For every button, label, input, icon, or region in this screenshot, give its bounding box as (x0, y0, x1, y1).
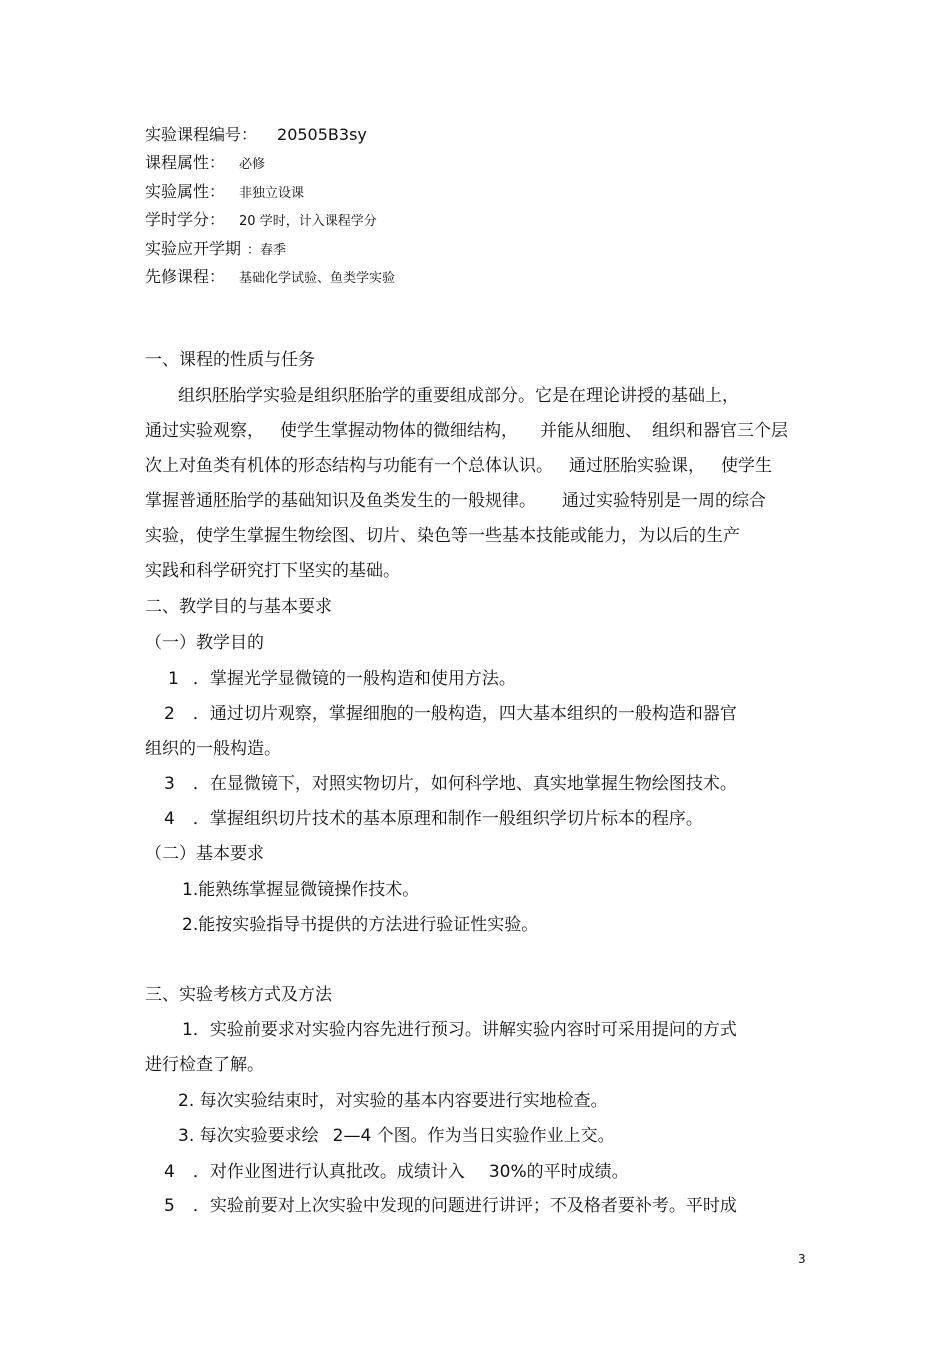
section1-paragraph-line: 实践和科学研究打下坚实的基础。 (145, 561, 400, 581)
text-segment: 3. 每次实验要求绘 (178, 1126, 319, 1146)
objective-item (168, 668, 516, 690)
item-number: 5 (164, 1196, 175, 1216)
section3-heading: 三、实验考核方式及方法 (145, 985, 332, 1005)
objective-item-continuation: 组织的一般构造。 (145, 739, 281, 759)
assessment-item: 2. 每次实验结束时，对实验的基本内容要进行实地检查。 (178, 1091, 608, 1111)
assessment-item-continuation: 进行检查了解。 (145, 1055, 264, 1075)
text-segment: 30%的平时成绩。 (488, 1162, 629, 1182)
assessment-item (178, 1125, 615, 1147)
hours-credits-label: 学时学分： (145, 210, 226, 229)
item-number: 3 (164, 774, 175, 794)
semester-label: 实验应开学期 (145, 239, 242, 258)
section1-paragraph-line (145, 490, 766, 512)
text-segment: 通过胚胎实验课， (569, 456, 705, 476)
course-code-line (145, 124, 367, 146)
assessment-item (164, 1161, 629, 1183)
item-text: ．掌握光学显微镜的一般构造和使用方法。 (192, 669, 516, 689)
item-text: ．在显微镜下，对照实物切片，如何科学地、真实地掌握生物绘图技术。 (192, 774, 737, 794)
text-segment: ．对作业图进行认真批改。成绩计入 (192, 1162, 465, 1182)
prerequisites-value: 基础化学试验、鱼类学实验 (239, 271, 396, 286)
section2-sub1-heading: （一）教学目的 (145, 633, 264, 653)
section1-paragraph-line (145, 420, 788, 442)
text-segment: 并能从细胞、 (540, 421, 642, 441)
item-text: ．掌握组织切片技术的基本原理和制作一般组织学切片标本的程序。 (192, 809, 703, 829)
item-text: ．实验前要对上次实验中发现的问题进行讲评；不及格者要补考。平时成 (192, 1196, 737, 1216)
section2-sub2-heading: （二）基本要求 (145, 844, 264, 864)
experiment-type-value: 非独立设课 (239, 186, 305, 201)
course-code-value: 20505B3sy (277, 125, 367, 144)
assessment-item: 1．实验前要求对实验内容先进行预习。讲解实验内容时可采用提问的方式 (182, 1020, 737, 1040)
section2-heading: 二、教学目的与基本要求 (145, 597, 332, 617)
item-text: ．通过切片观察，掌握细胞的一般构造，四大基本组织的一般构造和器官 (192, 704, 737, 724)
item-number: 4 (164, 1162, 175, 1182)
experiment-type-line (145, 181, 304, 205)
section1-paragraph-line (145, 455, 772, 477)
text-segment: 使学生 (721, 456, 772, 476)
text-segment: 使学生掌握动物体的微细结构， (280, 421, 518, 441)
text-segment: 组织和器官三个层 (652, 421, 788, 441)
section1-paragraph-line: 实验，使学生掌握生物绘图、切片、染色等一些基本技能或能力，为以后的生产 (145, 526, 740, 546)
requirement-item: 2.能按实验指导书提供的方法进行验证性实验。 (182, 915, 539, 935)
item-number: 2 (164, 704, 175, 724)
text-segment: 次上对鱼类有机体的形态结构与功能有一个总体认识。 (145, 456, 553, 476)
course-attribute-label: 课程属性： (145, 153, 226, 172)
page-number: 3 (798, 1252, 806, 1266)
section1-paragraph-line: 组织胚胎学实验是组织胚胎学的重要组成部分。它是在理论讲授的基础上， (178, 386, 739, 406)
text-segment: 2—4 个图。作为当日实验作业上交。 (332, 1126, 615, 1146)
objective-item (164, 773, 737, 795)
prerequisites-label: 先修课程： (145, 267, 226, 286)
requirement-item: 1.能熟练掌握显微镜操作技术。 (182, 880, 420, 900)
semester-line (145, 238, 286, 262)
text-segment: 通过实验观察， (145, 421, 264, 441)
item-number: 1 (168, 669, 179, 689)
text-segment: 掌握普通胚胎学的基础知识及鱼类发生的一般规律。 (145, 491, 536, 511)
section1-heading: 一、课程的性质与任务 (145, 350, 315, 370)
semester-value: ：春季 (247, 243, 287, 258)
hours-credits-value: 20 学时，计入课程学分 (239, 214, 377, 229)
text-segment: 通过实验特别是一周的综合 (562, 491, 766, 511)
hours-credits-line (145, 209, 377, 233)
item-number: 4 (164, 809, 175, 829)
assessment-item (164, 1195, 737, 1217)
objective-item (164, 808, 703, 830)
experiment-type-label: 实验属性： (145, 182, 226, 201)
course-attribute-line (145, 152, 265, 176)
course-attribute-value: 必修 (239, 157, 266, 172)
prerequisites-line (145, 266, 395, 290)
objective-item (164, 703, 737, 725)
course-code-label: 实验课程编号： (145, 125, 258, 144)
